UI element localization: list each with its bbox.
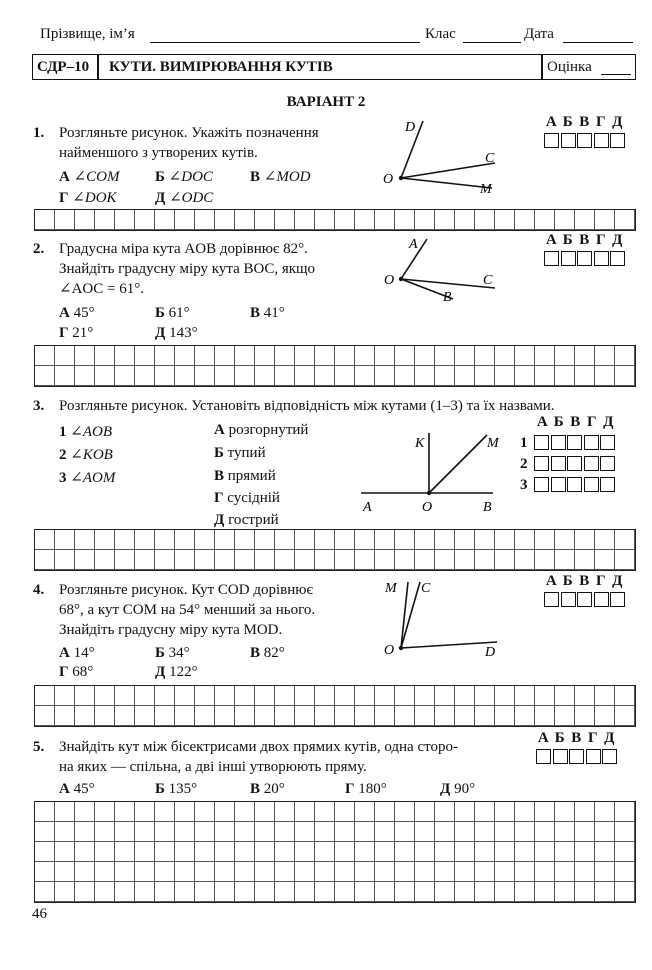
- q3-label-b: B: [483, 500, 492, 515]
- q1-label-d: D: [405, 120, 416, 135]
- q2-option-d: Г 21°: [59, 325, 94, 341]
- q1-option-b: Б ∠DOC: [155, 169, 213, 185]
- q3-label-o: O: [422, 500, 433, 515]
- q4-option-d: Г 68°: [59, 664, 94, 680]
- q3-right-c: В прямий: [214, 468, 276, 484]
- q4-figure: [375, 572, 515, 662]
- q5-option-a: А 45°: [59, 781, 95, 797]
- q5-option-d: Г 180°: [345, 781, 387, 797]
- q4-label-m: M: [385, 581, 397, 596]
- class-label: Клас: [425, 26, 456, 42]
- q2-number: 2.: [33, 241, 45, 257]
- test-code: СДР–10: [37, 59, 90, 75]
- title-divider-1: [97, 54, 99, 80]
- q5-answer-letters: А Б В Г Д: [537, 730, 615, 746]
- q1-work-grid[interactable]: [34, 209, 636, 231]
- q2-option-e: Д 143°: [155, 325, 198, 341]
- q3-left-2: 2 ∠KOB: [59, 447, 113, 463]
- title-divider-2: [541, 54, 543, 80]
- q3-answer-row-1[interactable]: [534, 435, 617, 450]
- q1-option-a: А ∠COM: [59, 169, 120, 185]
- q3-answer-row-3[interactable]: [534, 477, 617, 492]
- q2-option-b: Б 61°: [155, 305, 190, 321]
- q2-text-line1: Градусна міра кута AOB дорівнює 82°.: [59, 241, 308, 257]
- q2-label-c: C: [483, 273, 493, 288]
- q3-row-label-2: 2: [520, 456, 528, 472]
- q2-work-grid[interactable]: [34, 345, 636, 387]
- q3-right-d: Г сусідній: [214, 490, 280, 506]
- surname-field[interactable]: [150, 42, 420, 43]
- page-number: 46: [32, 906, 47, 922]
- q3-label-a: A: [363, 500, 372, 515]
- page-title: КУТИ. ВИМІРЮВАННЯ КУТІВ: [109, 59, 333, 75]
- q3-right-b: Б тупий: [214, 445, 266, 461]
- q4-label-c: C: [421, 581, 431, 596]
- q5-option-b: Б 135°: [155, 781, 198, 797]
- q1-text-line1: Розгляньте рисунок. Укажіть позначення: [59, 125, 319, 141]
- q1-figure: [375, 115, 515, 205]
- q2-label-a: A: [409, 237, 418, 252]
- q1-number: 1.: [33, 125, 45, 141]
- q3-left-3: 3 ∠AOM: [59, 470, 116, 486]
- q3-answer-letters: А Б В Г Д: [536, 414, 614, 430]
- q5-answer-boxes[interactable]: [536, 749, 619, 764]
- q4-answer-boxes[interactable]: [544, 592, 627, 607]
- q3-work-grid[interactable]: [34, 529, 636, 571]
- q1-label-m: M: [480, 182, 492, 197]
- q4-number: 4.: [33, 582, 45, 598]
- q5-text-line1: Знайдіть кут між бісектрисами двох прямих кутів, одна сторо-: [59, 739, 458, 755]
- q3-text: Розгляньте рисунок. Установіть відповідність між кутами (1–3) та їх назвами.: [59, 398, 555, 414]
- q1-option-e: Д ∠ODC: [155, 190, 214, 206]
- q4-text-line3: Знайдіть градусну міру кута MOD.: [59, 622, 283, 638]
- q5-option-e: Д 90°: [440, 781, 476, 797]
- q1-answer-letters: А Б В Г Д: [545, 114, 623, 130]
- q3-row-label-3: 3: [520, 477, 528, 493]
- q4-option-a: А 14°: [59, 645, 95, 661]
- q4-option-c: В 82°: [250, 645, 285, 661]
- q4-option-e: Д 122°: [155, 664, 198, 680]
- q3-label-m: M: [487, 436, 499, 451]
- q5-work-grid[interactable]: [34, 801, 636, 903]
- q3-figure: [355, 425, 515, 520]
- q1-label-c: C: [485, 151, 495, 166]
- grade-field[interactable]: [601, 74, 631, 75]
- q3-number: 3.: [33, 398, 45, 414]
- q3-right-e: Д гострий: [214, 512, 279, 528]
- date-field[interactable]: [563, 42, 633, 43]
- surname-label: Прізвище, ім’я: [40, 26, 135, 42]
- q4-option-b: Б 34°: [155, 645, 190, 661]
- q5-number: 5.: [33, 739, 45, 755]
- q4-answer-letters: А Б В Г Д: [545, 573, 623, 589]
- q3-row-label-1: 1: [520, 435, 528, 451]
- q1-text-line2: найменшого з утворених кутів.: [59, 145, 258, 161]
- q4-text-line2: 68°, а кут COM на 54° менший за нього.: [59, 602, 316, 618]
- class-field[interactable]: [463, 42, 521, 43]
- q5-option-c: В 20°: [250, 781, 285, 797]
- q1-option-c: В ∠MOD: [250, 169, 311, 185]
- q2-text-line3: ∠AOC = 61°.: [59, 281, 144, 297]
- variant-title: ВАРІАНТ 2: [286, 94, 366, 110]
- q2-label-b: B: [443, 290, 452, 305]
- q4-label-d: D: [485, 645, 496, 660]
- q3-right-a: А розгорнутий: [214, 422, 309, 438]
- date-label: Дата: [524, 26, 554, 42]
- q1-label-o: O: [383, 172, 394, 187]
- q1-answer-boxes[interactable]: [544, 133, 627, 148]
- q4-text-line1: Розгляньте рисунок. Кут COD дорівнює: [59, 582, 313, 598]
- q2-label-o: O: [384, 273, 395, 288]
- q2-text-line2: Знайдіть градусну міру кута BOC, якщо: [59, 261, 316, 277]
- q3-label-k: K: [415, 436, 425, 451]
- q4-label-o: O: [384, 643, 395, 658]
- q2-option-a: А 45°: [59, 305, 95, 321]
- q4-work-grid[interactable]: [34, 685, 636, 727]
- q2-answer-letters: А Б В Г Д: [545, 232, 623, 248]
- q2-option-c: В 41°: [250, 305, 285, 321]
- grade-label: Оцінка: [547, 59, 592, 75]
- q3-left-1: 1 ∠AOB: [59, 424, 112, 440]
- q2-figure: [375, 232, 515, 312]
- q1-option-d: Г ∠DOK: [59, 190, 117, 206]
- q5-text-line2: на яких — спільна, а дві інші утворюють пряму.: [59, 759, 367, 775]
- q2-answer-boxes[interactable]: [544, 251, 627, 266]
- q3-answer-row-2[interactable]: [534, 456, 617, 471]
